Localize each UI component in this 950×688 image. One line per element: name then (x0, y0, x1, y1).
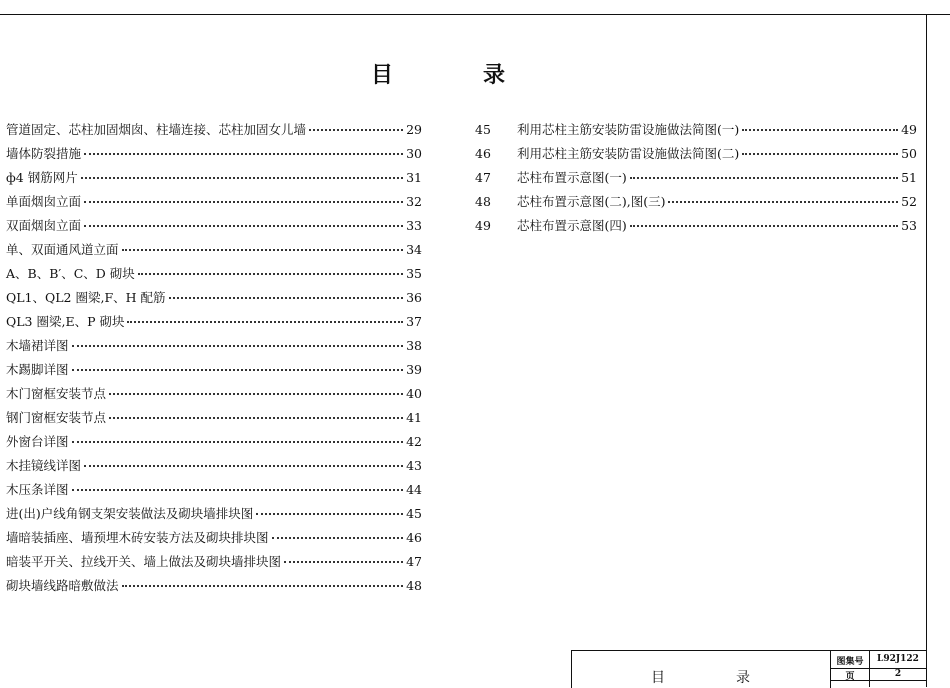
toc-item (6, 312, 422, 336)
toc-item-number: 48 (475, 194, 491, 209)
toc-item (6, 576, 422, 600)
toc-item-number: 46 (475, 146, 491, 161)
frame-top-border (0, 14, 950, 15)
toc-item-page: 42 (406, 434, 422, 449)
toc-item-page: 47 (406, 554, 422, 569)
toc-item-page: 44 (406, 482, 422, 497)
toc-item-page: 29 (406, 122, 422, 137)
toc-item-page: 52 (901, 194, 917, 209)
dot-leader (72, 369, 404, 371)
dot-leader (138, 273, 403, 275)
toc-item (475, 192, 917, 216)
toc-item-label: 利用芯柱主筋安装防雷设施做法简图(二) (517, 146, 740, 161)
toc-item-label: 芯柱布置示意图(四) (517, 218, 627, 233)
toc-item-page: 35 (406, 266, 422, 281)
dot-leader (109, 417, 403, 419)
toc-item-page: 53 (901, 218, 917, 233)
dot-leader (84, 201, 403, 203)
toc-item-label: 芯柱布置示意图(二),图(三) (517, 194, 666, 209)
toc-item (6, 240, 422, 264)
toc-item-page: 45 (406, 506, 422, 521)
dot-leader (309, 129, 403, 131)
toc-item-label: QL1、QL2 圈梁,F、H 配筋 (6, 290, 166, 305)
toc-item (6, 168, 422, 192)
toc-item-number: 47 (475, 170, 491, 185)
toc-item-label: 芯柱布置示意图(一) (517, 170, 627, 185)
frame-right-border (926, 14, 927, 687)
title-block-name-1: 目 (651, 670, 665, 686)
dot-leader (72, 345, 404, 347)
toc-item (6, 216, 422, 240)
toc-item-label: 木墙裙详图 (6, 338, 69, 353)
dot-leader (72, 489, 404, 491)
toc-item (6, 144, 422, 168)
toc-item-label: 墙暗装插座、墙预埋木砖安装方法及砌块排块图 (6, 530, 269, 545)
toc-item-label: QL3 圈梁,E、P 砌块 (6, 314, 125, 329)
title-block-name-2: 录 (736, 670, 750, 686)
page-title-left: 目 (371, 62, 394, 88)
toc-item (6, 360, 422, 384)
toc-item-page: 31 (406, 170, 422, 185)
toc-item (6, 192, 422, 216)
dot-leader (169, 297, 404, 299)
toc-item-page: 39 (406, 362, 422, 377)
toc-item (6, 552, 422, 576)
toc-item (6, 432, 422, 456)
toc-item (6, 120, 422, 144)
dot-leader (84, 225, 403, 227)
toc-item (475, 168, 917, 192)
dot-leader (127, 321, 403, 323)
toc-item-label: 单、双面通风道立面 (6, 242, 119, 257)
toc-item-page: 48 (406, 578, 422, 593)
toc-item-label: 利用芯柱主筋安装防雷设施做法简图(一) (517, 122, 740, 137)
toc-item-page: 40 (406, 386, 422, 401)
toc-item-page: 36 (406, 290, 422, 305)
dot-leader (122, 249, 404, 251)
toc-item-page: 32 (406, 194, 422, 209)
toc-item-label: 暗装平开关、拉线开关、墙上做法及砌块墙排块图 (6, 554, 282, 569)
toc-item-page: 33 (406, 218, 422, 233)
toc-item-label: 墙体防裂措施 (6, 146, 82, 161)
dot-leader (272, 537, 404, 539)
toc-item-number: 45 (475, 122, 491, 137)
toc-item-label: 钢门窗框安装节点 (6, 410, 107, 425)
toc-item-page: 41 (406, 410, 422, 425)
toc-item (6, 408, 422, 432)
toc-item-number: 49 (475, 218, 491, 233)
toc-item-page: 34 (406, 242, 422, 257)
page-title-right: 录 (483, 62, 506, 88)
toc-item-label: A、B、B′、C、D 砌块 (6, 266, 135, 281)
toc-item-page: 46 (406, 530, 422, 545)
toc-item (6, 264, 422, 288)
toc-item (475, 120, 917, 144)
toc-item-page: 38 (406, 338, 422, 353)
toc-item-label: 木挂镜线详图 (6, 458, 82, 473)
toc-right-column (475, 120, 917, 240)
title-block (571, 650, 831, 688)
toc-item-label: 木压条详图 (6, 482, 69, 497)
toc-item (6, 336, 422, 360)
dot-leader (122, 585, 404, 587)
toc-item (6, 288, 422, 312)
toc-item (6, 528, 422, 552)
toc-item-label: 砌块墙线路暗敷做法 (6, 578, 119, 593)
dot-leader (284, 561, 403, 563)
dot-leader (72, 441, 404, 443)
toc-item-label: 外窗台详图 (6, 434, 69, 449)
dot-leader (742, 153, 898, 155)
toc-left-column (6, 120, 422, 600)
dot-leader (630, 177, 898, 179)
dot-leader (81, 177, 403, 179)
toc-item-label: 木踢脚详图 (6, 362, 69, 377)
dot-leader (84, 153, 403, 155)
dot-leader (742, 129, 898, 131)
toc-item-page: 51 (901, 170, 917, 185)
toc-item-label: 管道固定、芯柱加固烟囱、柱墙连接、芯柱加固女儿墙 (6, 122, 307, 137)
dot-leader (109, 393, 403, 395)
page-number-value: 2 (894, 669, 902, 679)
toc-item-page: 37 (406, 314, 422, 329)
dot-leader (84, 465, 403, 467)
dot-leader (256, 513, 403, 515)
dot-leader (668, 201, 898, 203)
page-label: 页 (845, 672, 855, 682)
toc-item-page: 50 (901, 146, 917, 161)
toc-item (6, 456, 422, 480)
dot-leader (630, 225, 898, 227)
toc-item-page: 30 (406, 146, 422, 161)
atlas-number-label: 图集号 (836, 657, 864, 667)
toc-item (475, 216, 917, 240)
toc-item (475, 144, 917, 168)
toc-item-label: ф4 钢筋网片 (6, 170, 78, 185)
toc-item-label: 单面烟囱立面 (6, 194, 82, 209)
toc-item (6, 504, 422, 528)
toc-item-label: 进(出)户线角钢支架安装做法及砌块墙排块图 (6, 506, 254, 521)
toc-item-page: 43 (406, 458, 422, 473)
toc-item-label: 木门窗框安装节点 (6, 386, 107, 401)
toc-item (6, 480, 422, 504)
atlas-number-value: L92J122 (877, 654, 919, 664)
toc-item (6, 384, 422, 408)
toc-item-page: 49 (901, 122, 917, 137)
toc-item-label: 双面烟囱立面 (6, 218, 82, 233)
